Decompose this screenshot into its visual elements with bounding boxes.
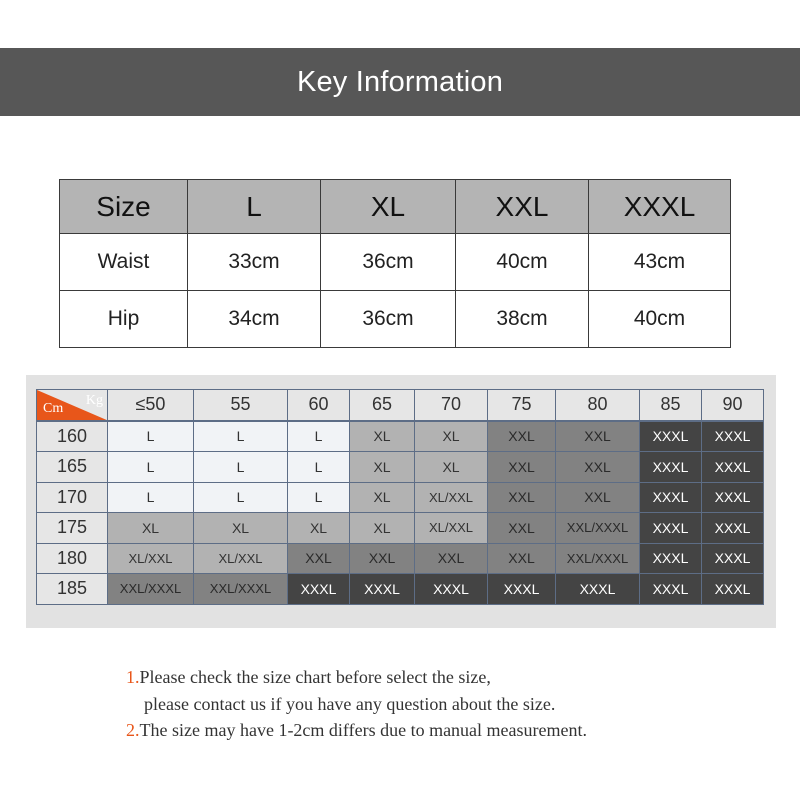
page-banner: [0, 48, 800, 116]
note-item: [126, 664, 766, 691]
size-cell: XL/XXL: [415, 483, 488, 514]
measurement-row-waist: [60, 234, 731, 291]
measure-cell: 38cm: [456, 291, 589, 348]
header-size: Size: [60, 180, 188, 234]
header-size-xl: XL: [321, 180, 456, 234]
height-label: 180: [36, 544, 108, 575]
size-cell: XXL: [488, 513, 556, 544]
size-cell: XXXL: [350, 574, 415, 605]
note-number: 2.: [126, 720, 140, 740]
measure-cell: 40cm: [456, 234, 589, 291]
size-cell: XL: [350, 421, 415, 453]
height-label: 165: [36, 452, 108, 483]
size-cell: XXL/XXXL: [556, 513, 640, 544]
weight-header-row: [36, 389, 764, 421]
weight-header: 70: [415, 389, 488, 421]
measure-cell: 40cm: [589, 291, 731, 348]
measurement-table: [59, 179, 731, 348]
size-cell: XXXL: [640, 452, 702, 483]
size-cell: L: [108, 452, 194, 483]
weight-header: 65: [350, 389, 415, 421]
measure-cell: 43cm: [589, 234, 731, 291]
height-label: 175: [36, 513, 108, 544]
size-cell: XXL: [556, 483, 640, 514]
size-cell: XXL: [556, 421, 640, 453]
size-cell: L: [194, 452, 288, 483]
size-cell: XL: [350, 452, 415, 483]
size-cell: XL: [415, 452, 488, 483]
note-item: [126, 717, 766, 744]
row-label: Waist: [60, 234, 188, 291]
size-chart-table: [36, 389, 764, 605]
size-cell: L: [108, 421, 194, 453]
size-cell: XXL: [488, 452, 556, 483]
size-cell: XXL: [488, 421, 556, 453]
size-cell: XL/XXL: [108, 544, 194, 575]
measure-cell: 36cm: [321, 234, 456, 291]
measurement-header-row: [60, 180, 731, 234]
weight-header: 60: [288, 389, 350, 421]
size-cell: XL: [415, 421, 488, 453]
weight-unit-label: Kg: [85, 393, 103, 408]
height-unit-label: Cm: [43, 400, 64, 416]
size-cell: XXXL: [640, 574, 702, 605]
measure-cell: 36cm: [321, 291, 456, 348]
size-cell: XXXL: [640, 513, 702, 544]
size-cell: XXL: [488, 483, 556, 514]
size-cell: XXL/XXXL: [194, 574, 288, 605]
height-row: [36, 513, 764, 544]
note-text: Please check the size chart before select the size,: [139, 667, 491, 687]
height-label: 160: [36, 421, 108, 453]
size-cell: XL/XXL: [194, 544, 288, 575]
size-cell: XXXL: [702, 513, 764, 544]
size-cell: XXXL: [415, 574, 488, 605]
size-cell: XXL: [556, 452, 640, 483]
weight-header: 90: [702, 389, 764, 421]
header-size-xxl: XXL: [456, 180, 589, 234]
header-size-l: L: [188, 180, 321, 234]
height-row: [36, 544, 764, 575]
size-cell: L: [288, 421, 350, 453]
size-cell: XXL: [350, 544, 415, 575]
size-cell: XXXL: [288, 574, 350, 605]
weight-header: 55: [194, 389, 288, 421]
size-cell: XL: [288, 513, 350, 544]
banner-title: Key Information: [296, 65, 504, 98]
size-cell: XL: [350, 513, 415, 544]
header-size-xxxl: XXXL: [589, 180, 731, 234]
size-cell: XXXL: [556, 574, 640, 605]
size-cell: XXL: [288, 544, 350, 575]
notes: [126, 664, 766, 744]
measure-cell: 33cm: [188, 234, 321, 291]
size-cell: XL: [350, 483, 415, 514]
size-cell: XL: [108, 513, 194, 544]
note-number: 1.: [126, 667, 140, 687]
height-row: [36, 483, 764, 514]
height-label: 170: [36, 483, 108, 514]
size-cell: XXXL: [702, 544, 764, 575]
weight-header: ≤50: [108, 389, 194, 421]
measurement-row-hip: [60, 291, 731, 348]
height-row: [36, 452, 764, 483]
weight-header: 85: [640, 389, 702, 421]
size-cell: XL/XXL: [415, 513, 488, 544]
height-row: [36, 421, 764, 453]
height-row: [36, 574, 764, 605]
size-cell: XL: [194, 513, 288, 544]
size-cell: XXXL: [640, 421, 702, 453]
height-label: 185: [36, 574, 108, 605]
measure-cell: 34cm: [188, 291, 321, 348]
size-cell: XXL: [488, 544, 556, 575]
size-cell: L: [194, 483, 288, 514]
size-cell: XXL: [415, 544, 488, 575]
note-text: The size may have 1-2cm differs due to manual measurement.: [139, 720, 588, 740]
size-cell: L: [194, 421, 288, 453]
corner-cell: [36, 389, 108, 421]
note-text-continued: please contact us if you have any question about the size.: [144, 693, 556, 714]
size-cell: XXXL: [640, 544, 702, 575]
size-cell: XXXL: [702, 421, 764, 453]
size-cell: XXL/XXXL: [108, 574, 194, 605]
size-cell: L: [108, 483, 194, 514]
size-cell: L: [288, 452, 350, 483]
row-label: Hip: [60, 291, 188, 348]
weight-header: 80: [556, 389, 640, 421]
size-cell: XXXL: [702, 574, 764, 605]
size-cell: XXXL: [488, 574, 556, 605]
size-cell: XXXL: [702, 452, 764, 483]
size-cell: XXXL: [640, 483, 702, 514]
size-cell: L: [288, 483, 350, 514]
size-cell: XXL/XXXL: [556, 544, 640, 575]
size-cell: XXXL: [702, 483, 764, 514]
weight-header: 75: [488, 389, 556, 421]
